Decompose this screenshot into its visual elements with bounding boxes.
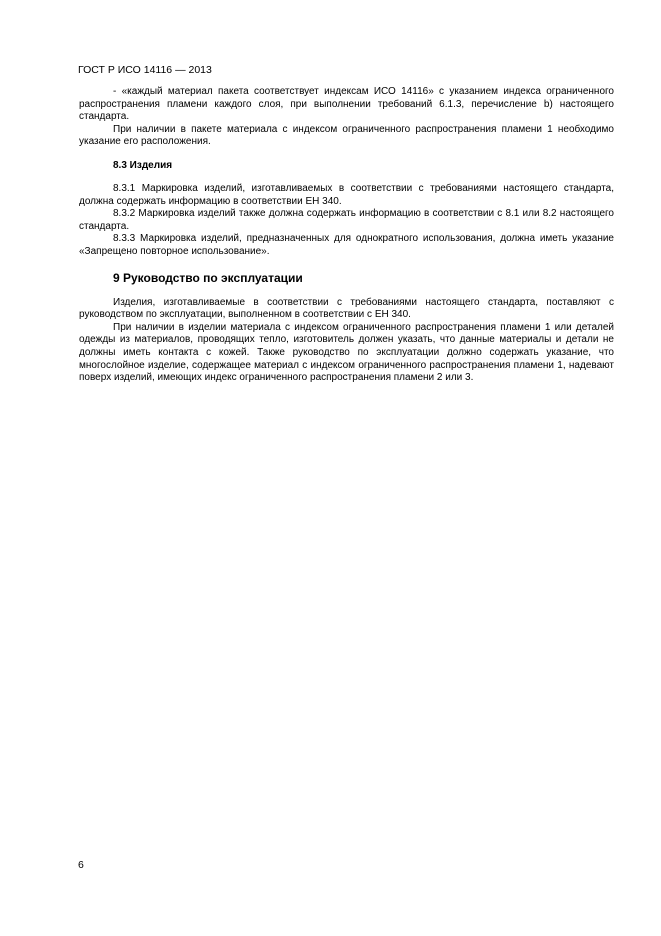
page-number: 6 [78, 859, 84, 871]
paragraph-8-3-2: 8.3.2 Маркировка изделий также должна содержать информацию в соответствии с 8.1 или 8.2 настоящего стандарта. [79, 208, 614, 232]
paragraph-9-manual: Изделия, изготавливаемые в соответствии с требованиями настоящего стандарта, поставляют с руководством по эксплуатации, выполненном в соответствии с ЕН 340. [79, 296, 614, 321]
section-9-heading: 9 Руководство по эксплуатации [113, 270, 303, 285]
page-content [79, 86, 614, 385]
section-8-3-heading: 8.3 Изделия [113, 159, 173, 171]
page-header-doc-id: ГОСТ Р ИСО 14116 — 2013 [78, 64, 212, 76]
paragraph-marking-layers: - «каждый материал пакета соответствует индексам ИСО 14116» с указанием индекса ограниченного распространения пламени каждого слоя, при выполнении требований 6.1.3, перечисление b) настоящего стандарта. [79, 86, 614, 123]
paragraph-8-3-1: 8.3.1 Маркировка изделий, изготавливаемых в соответствии с требованиями настоящего стандарта, должна содержать информацию в соответствии ЕН 340. [79, 182, 614, 207]
paragraph-8-3-3: 8.3.3 Маркировка изделий, предназначенных для однократного использования, должна иметь указание «Запрещено повторное использование». [79, 233, 614, 257]
paragraph-9-skin-contact: При наличии в изделии материала с индексом ограниченного распространения пламени 1 или деталей одежды из материалов, проводящих тепло, изготовитель должен указать, что данные материалы и детали не должны иметь контакта с кожей. Также руководство по эксплуатации должно содержать указание, что многослойное изделие, содержащее материал с индексом ограниченного распространения пламени 1, надевают поверх изделий, имеющих индекс ограниченного распространения пламени 2 или 3. [79, 321, 614, 384]
paragraph-marking-location: При наличии в пакете материала с индексом ограниченного распространения пламени 1 необходимо указание его расположения. [79, 123, 614, 148]
